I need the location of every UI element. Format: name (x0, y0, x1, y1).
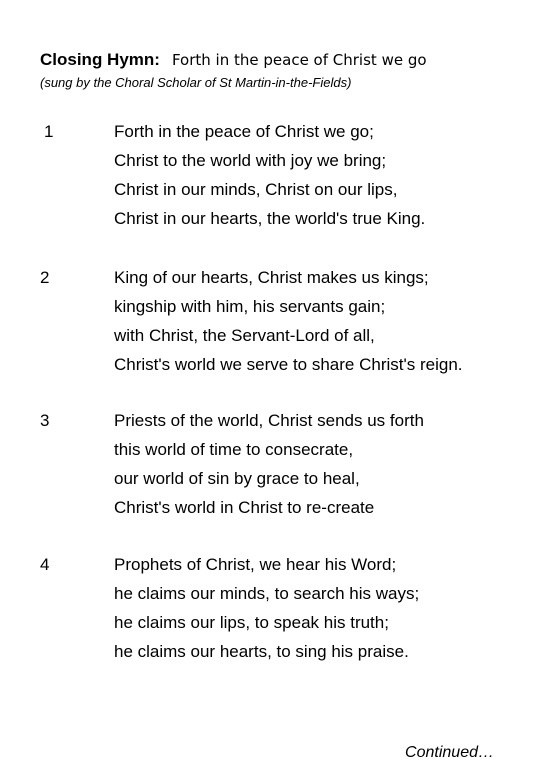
verse-number: 4 (40, 555, 50, 574)
hymn-header (40, 48, 427, 92)
verse-line: Christ's world in Christ to re-create (114, 498, 375, 517)
verse-line: he claims our lips, to speak his truth; (114, 613, 389, 632)
verse-line: Christ in our minds, Christ on our lips, (114, 180, 398, 199)
verse-line: he claims our minds, to search his ways; (114, 584, 420, 603)
title-line (40, 48, 427, 73)
verse-lines (114, 117, 534, 233)
verse-line: Forth in the peace of Christ we go; (114, 122, 374, 141)
verse-line: with Christ, the Servant-Lord of all, (114, 326, 375, 345)
verse-line: this world of time to consecrate, (114, 440, 354, 459)
verse-line: Priests of the world, Christ sends us forth (114, 411, 424, 430)
verse-lines (114, 406, 534, 522)
verse-line: our world of sin by grace to heal, (114, 469, 360, 488)
verse-line: he claims our hearts, to sing his praise. (114, 642, 409, 661)
verse-number: 1 (44, 122, 54, 141)
verse-line: Christ in our hearts, the world's true King. (114, 209, 426, 228)
verse-lines (114, 263, 534, 379)
verse-lines (114, 550, 534, 666)
performer-note: (sung by the Choral Scholar of St Martin-in-the-Fields) (40, 75, 352, 90)
verse-number: 2 (40, 268, 50, 287)
verse-line: King of our hearts, Christ makes us kings; (114, 268, 429, 287)
verse-number: 3 (40, 411, 50, 430)
continued-note: Continued… (405, 744, 494, 761)
verse-line: Christ's world we serve to share Christ's reign. (114, 355, 463, 374)
closing-hymn-label: Closing Hymn: (40, 50, 160, 69)
verse-line: Prophets of Christ, we hear his Word; (114, 555, 397, 574)
hymn-title: Forth in the peace of Christ we go (171, 51, 427, 69)
verse-line: kingship with him, his servants gain; (114, 297, 386, 316)
verse-line: Christ to the world with joy we bring; (114, 151, 387, 170)
